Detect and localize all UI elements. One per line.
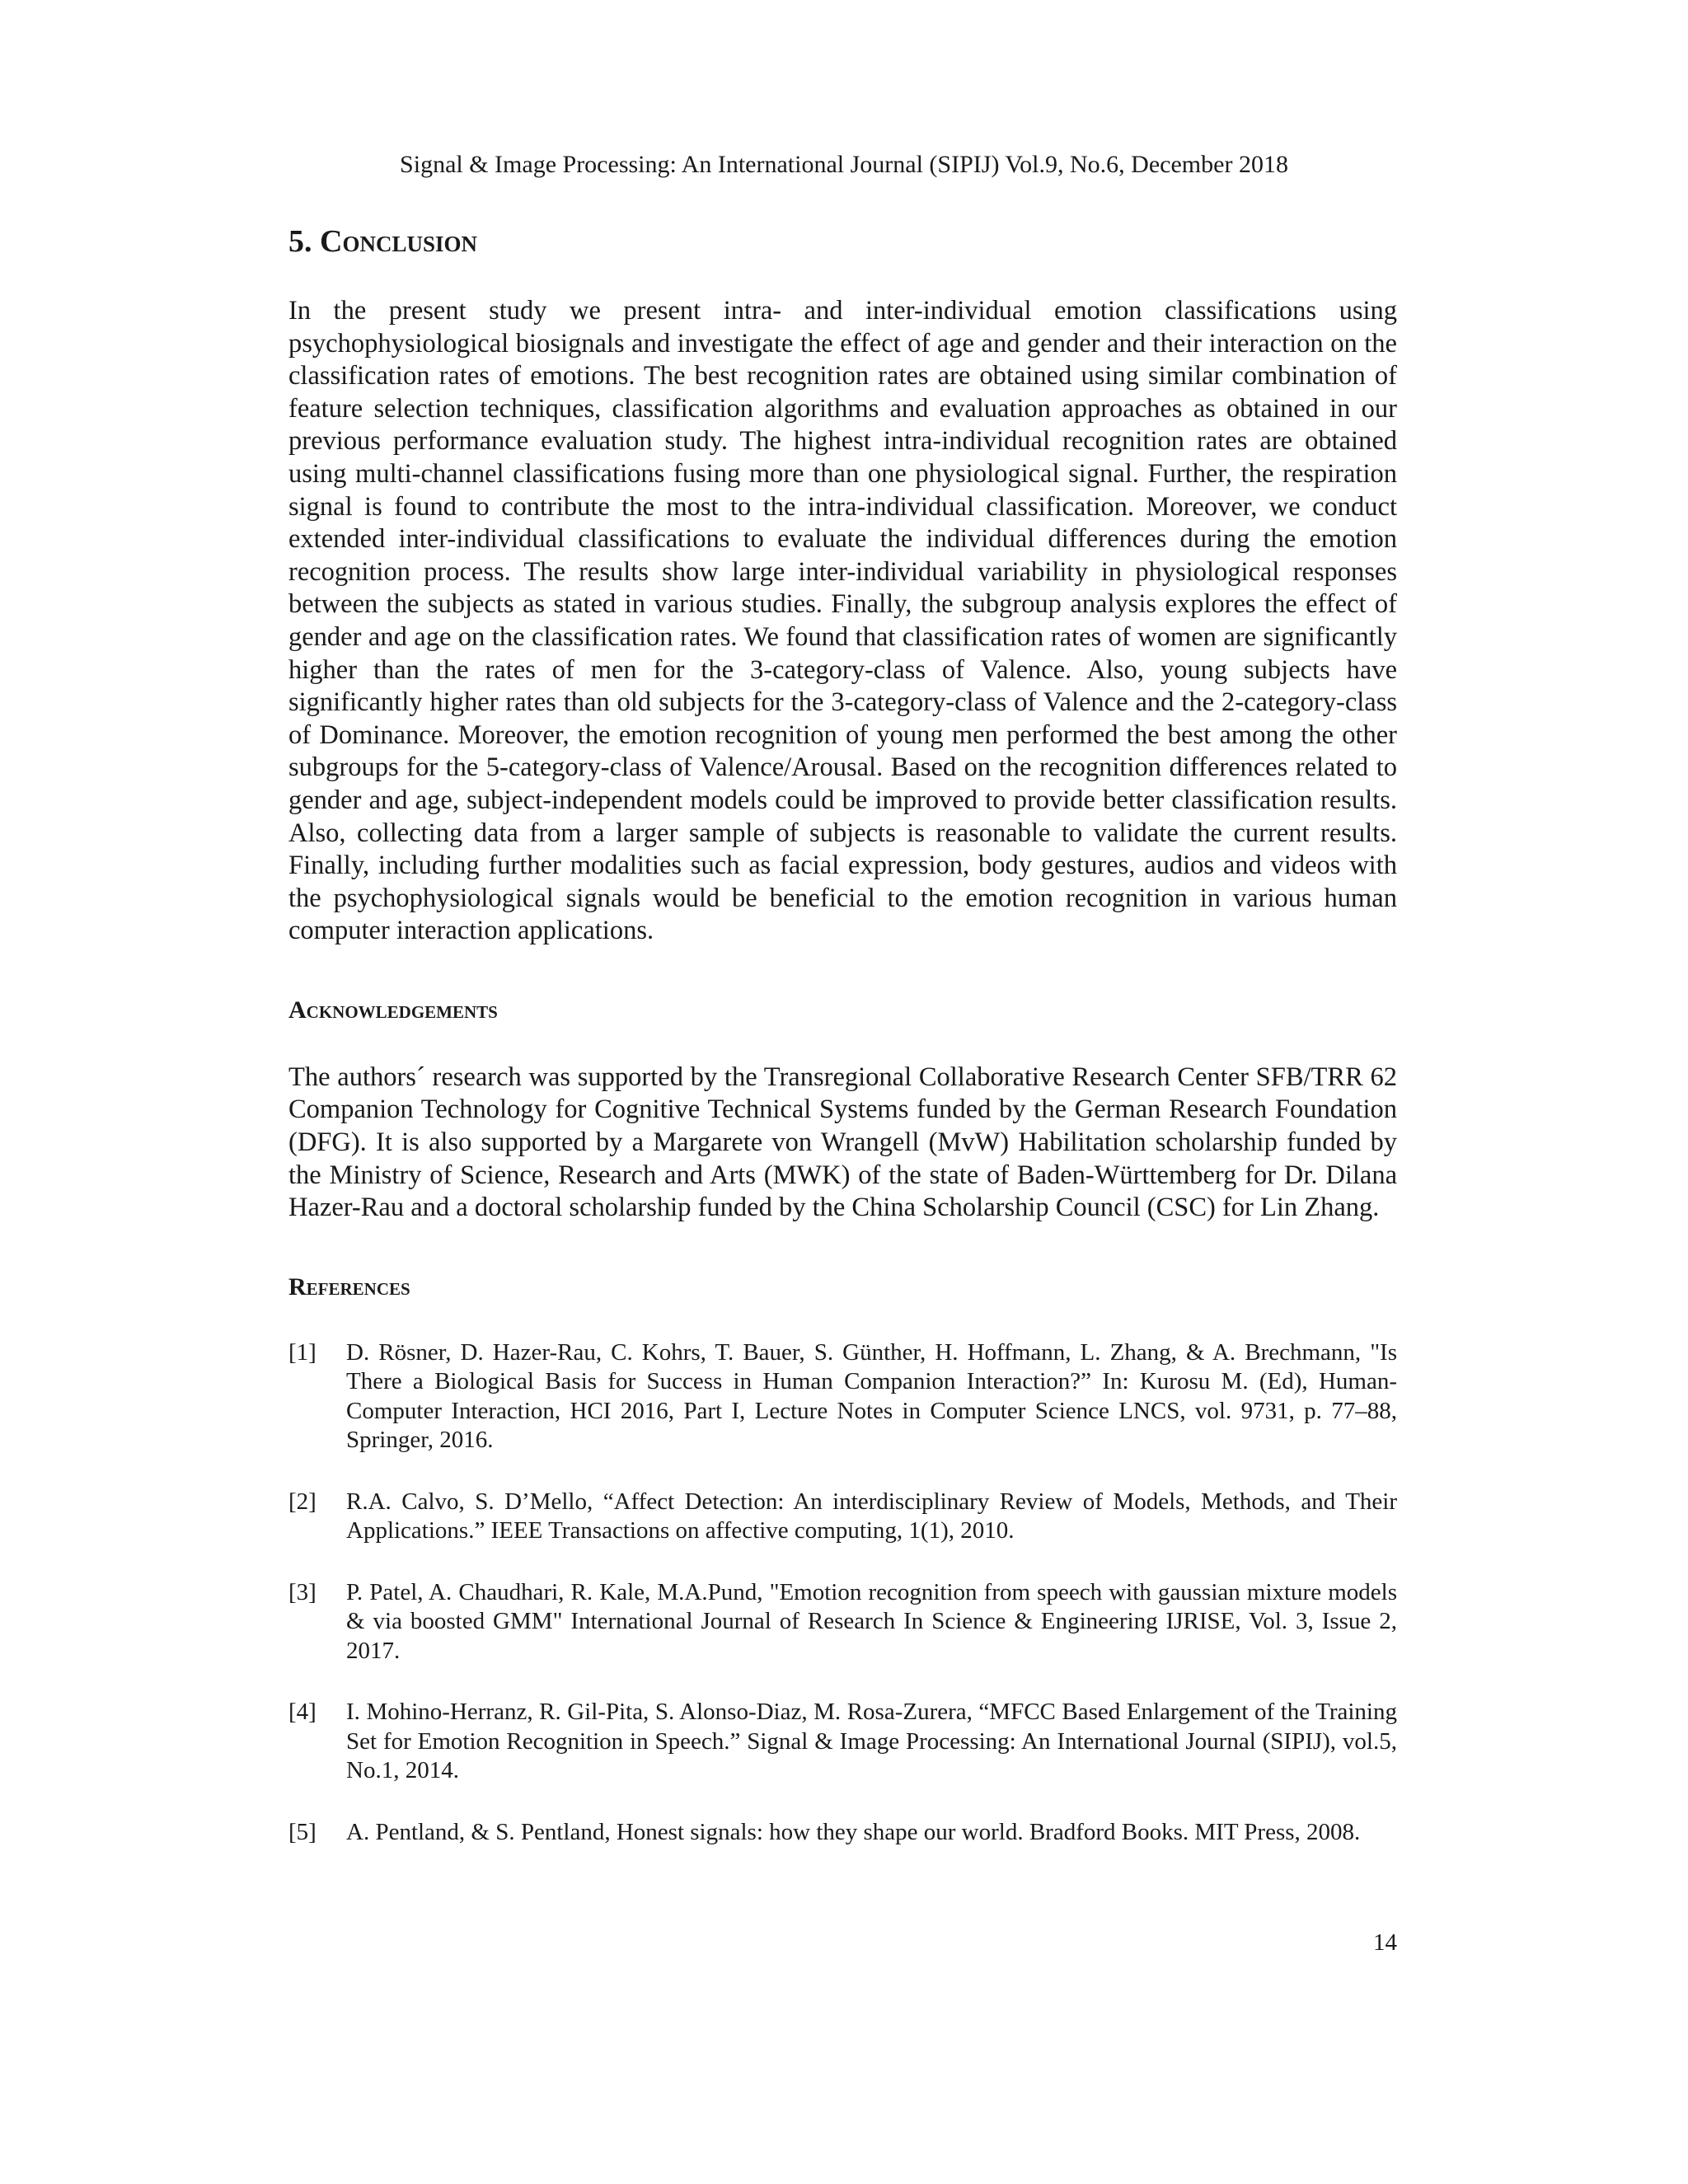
- section-heading-conclusion: [288, 221, 1397, 262]
- page-number: 14: [1373, 1929, 1397, 1956]
- acknowledgements-paragraph: The authors´ research was supported by the Transregional Collaborative Research Center SFB/TRR 62 Companion Technology for Cognitive Technical Systems funded by the German Research Foundation (DFG). It is also supported by a Margarete von Wrangell (MvW) Habilitation scholarship funded by the Ministry of Science, Research and Arts (MWK) of the state of Baden-Württemberg for Dr. Dilana Hazer-Rau and a doctoral scholarship funded by the China Scholarship Council (CSC) for Lin Zhang.: [288, 1062, 1397, 1223]
- section-title: Conclusion: [320, 224, 477, 259]
- conclusion-paragraph: In the present study we present intra- and inter-individual emotion classifications using psychophysiological biosignals and investigate the effect of age and gender and their interaction on the classification rates of emotions. The best recognition rates are obtained using similar combination of feature selection techniques, classification algorithms and evaluation approaches as obtained in our previous performance evaluation study. The highest intra-individual recognition rates are obtained using multi-channel classifications fusing more than one physiological signal. Further, the respiration signal is found to contribute the most to the intra-individual classification. Moreover, we conduct extended inter-individual classifications to evaluate the individual differences during the emotion recognition process. The results show large inter-individual variability in physiological responses between the subjects as stated in various studies. Finally, the subgroup analysis explores the effect of gender and age on the classification rates. We found that classification rates of women are significantly higher than the rates of men for the 3-category-class of Valence. Also, young subjects have significantly higher rates than old subjects for the 3-category-class of Valence and the 2-category-class of Dominance. Moreover, the emotion recognition of young men performed the best among the other subgroups for the 5-category-class of Valence/Arousal. Based on the recognition differences related to gender and age, subject-independent models could be improved to provide better classification results. Also, collecting data from a larger sample of subjects is reasonable to validate the current results. Finally, including further modalities such as facial expression, body gestures, audios and videos with the psychophysiological signals would be beneficial to the emotion recognition in various human computer interaction applications.: [288, 296, 1397, 946]
- reference-item: [288, 1488, 1397, 1546]
- reference-number: [1]: [288, 1338, 316, 1366]
- reference-text: A. Pentland, & S. Pentland, Honest signals: how they shape our world. Bradford Books. MIT Press, 2008.: [346, 1818, 1361, 1845]
- reference-item: [288, 1578, 1397, 1666]
- reference-number: [2]: [288, 1488, 316, 1515]
- reference-list: [288, 1338, 1397, 1848]
- reference-number: [4]: [288, 1699, 316, 1726]
- reference-item: [288, 1818, 1397, 1848]
- reference-item: [288, 1698, 1397, 1786]
- reference-item: [288, 1338, 1397, 1455]
- reference-text: P. Patel, A. Chaudhari, R. Kale, M.A.Pund, "Emotion recognition from speech with gaussian mixture models & via boosted GMM" International Journal of Research In Science & Engineering IJRISE, Vol. 3, Issue 2, 2017.: [346, 1578, 1397, 1664]
- references-heading: References: [288, 1272, 410, 1301]
- reference-number: [3]: [288, 1578, 316, 1605]
- acknowledgements-heading: Acknowledgements: [288, 996, 498, 1024]
- running-header: Signal & Image Processing: An International Journal (SIPIJ) Vol.9, No.6, December 2018: [400, 151, 1288, 178]
- reference-text: R.A. Calvo, S. D’Mello, “Affect Detection: An interdisciplinary Review of Models, Methods, and Their Applications.” IEEE Transactions on affective computing, 1(1), 2010.: [346, 1488, 1397, 1544]
- section-number: 5.: [288, 224, 312, 259]
- reference-number: [5]: [288, 1818, 316, 1845]
- reference-text: D. Rösner, D. Hazer-Rau, C. Kohrs, T. Bauer, S. Günther, H. Hoffmann, L. Zhang, & A. Brechmann, "Is There a Biological Basis for Success in Human Companion Interaction?” In: Kurosu M. (Ed), Human-Computer Interaction, HCI 2016, Part I, Lecture Notes in Computer Science LNCS, vol. 9731, p. 77–88, Springer, 2016.: [346, 1338, 1397, 1454]
- page-content: [288, 221, 1397, 1879]
- reference-text: I. Mohino-Herranz, R. Gil-Pita, S. Alonso-Diaz, M. Rosa-Zurera, “MFCC Based Enlargement of the Training Set for Emotion Recognition in Speech.” Signal & Image Processing: An International Journal (SIPIJ), vol.5, No.1, 2014.: [346, 1699, 1397, 1784]
